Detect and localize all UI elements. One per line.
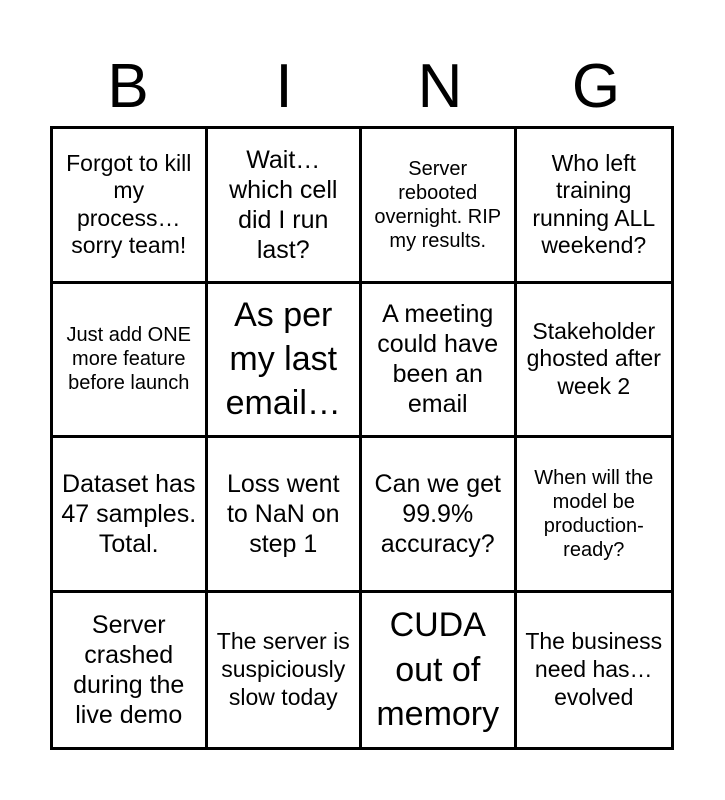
bingo-cell-r4c4[interactable]: [517, 593, 672, 748]
bingo-cell-r2c1[interactable]: [53, 284, 208, 439]
bingo-cell-r4c2[interactable]: [208, 593, 363, 748]
bingo-cell-r3c4[interactable]: [517, 438, 672, 593]
header-letter-g: G: [571, 52, 621, 121]
cell-text: As per my last email…: [225, 295, 341, 423]
bingo-cell-r4c1[interactable]: [53, 593, 208, 748]
bingo-cell-r4c3[interactable]: [362, 593, 517, 748]
cell-text: The business need has… evolved: [525, 628, 663, 710]
bingo-cell-r1c2[interactable]: [208, 129, 363, 284]
bingo-cell-r3c3[interactable]: [362, 438, 517, 593]
cell-text: CUDA out of memory: [376, 606, 500, 733]
bingo-cell-r2c2[interactable]: [208, 284, 363, 439]
cell-text: Loss went to NaN on step 1: [226, 469, 340, 558]
bingo-cell-r2c4[interactable]: [517, 284, 672, 439]
cell-text: Just add ONE more feature before launch: [66, 324, 191, 395]
cell-text: Forgot to kill my process… sorry team!: [66, 149, 192, 259]
cell-text: Dataset has 47 samples. Total.: [61, 469, 197, 558]
bingo-cell-r1c3[interactable]: [362, 129, 517, 284]
bingo-header: [50, 52, 674, 122]
cell-text: Server rebooted overnight. RIP my results.: [374, 157, 502, 252]
cell-text: A meeting could have been an email: [377, 300, 499, 419]
bingo-cell-r3c1[interactable]: [53, 438, 208, 593]
header-letter-n: N: [417, 52, 463, 121]
cell-text: When will the model be production-ready?: [534, 466, 654, 561]
cell-text: Who left training running ALL weekend?: [532, 149, 656, 259]
cell-text: Stakeholder ghosted after week 2: [526, 317, 661, 400]
bingo-board: [50, 126, 674, 750]
cell-text: The server is suspiciously slow today: [216, 628, 350, 710]
cell-text: Server crashed during the live demo: [73, 610, 185, 729]
header-letter-i: I: [275, 52, 293, 121]
cell-text: Wait… which cell did I run last?: [229, 145, 338, 264]
bingo-cell-r2c3[interactable]: [362, 284, 517, 439]
bingo-cell-r1c1[interactable]: [53, 129, 208, 284]
bingo-cell-r3c2[interactable]: [208, 438, 363, 593]
header-letter-b: B: [107, 52, 149, 121]
bingo-cell-r1c4[interactable]: [517, 129, 672, 284]
cell-text: Can we get 99.9% accuracy?: [374, 469, 501, 558]
